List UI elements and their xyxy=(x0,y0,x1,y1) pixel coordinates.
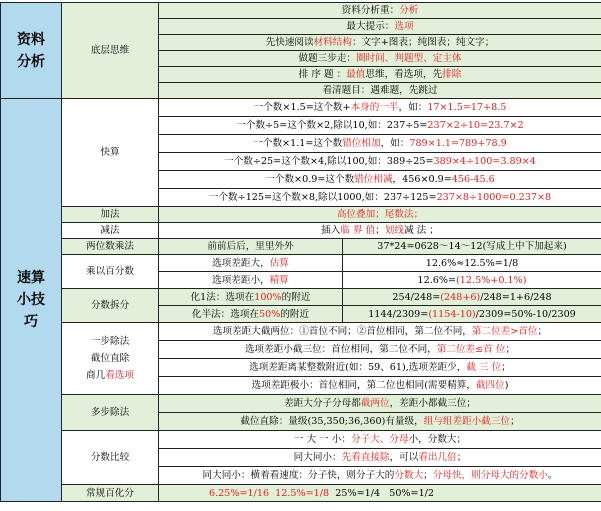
text-line: 差距大分子分母都截两位，差距小都截三位； xyxy=(159,395,601,413)
text-line: 选项差距大，估算 xyxy=(159,255,343,272)
label-addition: 加法 xyxy=(62,207,159,223)
text-line: 同大同小：先看直接除，可以看出几倍； xyxy=(159,449,601,467)
text-line: 最大提示：选项 xyxy=(159,19,601,35)
label-percent-mult: 乘以百分数 xyxy=(62,255,159,289)
section-title-data-analysis: 资料分析 xyxy=(1,3,62,99)
text-line: 选项差距极小：首位相同，第二位也相同(需要精算，截四位) xyxy=(159,377,601,395)
label-multi-step-division: 多步除法 xyxy=(62,395,159,431)
label-fraction-compare: 分数比较 xyxy=(62,431,159,485)
text-line: 选项差距大截两位：①首位不同；②首位相同，第二位不同，第二位差>首位； xyxy=(159,323,601,341)
notes-table xyxy=(0,2,601,502)
label-kuaisuan: 快算 xyxy=(62,99,159,207)
text-line: 一个数×1.5=这个数+本身的一半，如：17×1.5=17+8.5 xyxy=(159,99,601,117)
text-line: 选项差距小，精算 xyxy=(159,272,343,289)
text-line: 12.6%≈12.5%=1/8 xyxy=(343,255,601,272)
text-line: 排 序 题 ：最值思维，看选项，先排除 xyxy=(159,67,601,83)
text-line: 一个数÷5=这个数×2,除以10,如：237÷5=237×2÷10=23.7×2 xyxy=(159,117,601,135)
text-line: 做题三步走：圈时间、判题型、定主体 xyxy=(159,51,601,67)
text-line: 12.6%=(12.5%+0.1%) xyxy=(343,272,601,289)
text-line: 资料分析重：分析 xyxy=(159,3,601,19)
text-line: 6.25%=1/16 12.5%=1/8 25%=1/4 50%=1/2 xyxy=(159,485,601,502)
text-line: 化1法：选项在100%的附近 xyxy=(159,289,343,306)
text-line: 选项差距小截三位：首位相同，第二位不同，第二位差≤首 位； xyxy=(159,341,601,359)
text-line: 先快速阅读材料结构：文字+图表；纯图表；纯文字； xyxy=(159,35,601,51)
text-line: 1144/2309=(1154-10)/2309=50%-10/2309 xyxy=(343,306,601,323)
text-line: 一个数÷25=这个数×4,除以100,如：389÷25=389×4÷100=3.89×4 xyxy=(159,153,601,171)
text-line: 截位直除：量级(35,350;36,360)有量级，组与组差距小截三位； xyxy=(159,413,601,431)
text-line: 插入临 界 值；划线减 法 ； xyxy=(159,223,601,239)
label-fraction-split: 分数拆分 xyxy=(62,289,159,323)
label-one-step-division: 一步除法 截位直除 商几看选项 xyxy=(62,323,159,395)
text-line: 一个数÷125=这个数×8,除以1000,如：237÷125=237×8÷1000=0.237×8 xyxy=(159,189,601,207)
text-line: 一 大 一 小：分子大、分母小，分数大； xyxy=(159,431,601,449)
section-title-fast-calc: 速算小技巧 xyxy=(1,99,62,502)
text-line: 254/248=(248+6)/248=1+6/248 xyxy=(343,289,601,306)
text-line: 同大同小：横着看速度：分子快，则分子大的分数大；分母快，则分母大的分数小。 xyxy=(159,467,601,485)
text-line: 化半法：选项在50%的附近 xyxy=(159,306,343,323)
label-base-thinking: 底层思维 xyxy=(62,3,159,99)
label-percent-to-fraction: 常规百化分 xyxy=(62,485,159,502)
text-line: 高位叠加；尾数法； xyxy=(159,207,601,223)
text-line: 前前后后，里里外外 xyxy=(159,239,343,255)
text-line: 一个数×1.1=这个数错位相加，如：789×1.1=789+78.9 xyxy=(159,135,601,153)
label-subtraction: 减法 xyxy=(62,223,159,239)
label-two-digit-mult: 两位数乘法 xyxy=(62,239,159,255)
text-line: 选项差距离某整数附近(如：59、61),选项差距少，截 三 位； xyxy=(159,359,601,377)
text-line: 一个数×0.9=这个数错位相减，456×0.9=456-45.6 xyxy=(159,171,601,189)
text-line: 看清题目：遇难题，先跳过 xyxy=(159,83,601,99)
text-line: 37*24=0628～14～12(写成上中下加起来) xyxy=(343,239,601,255)
